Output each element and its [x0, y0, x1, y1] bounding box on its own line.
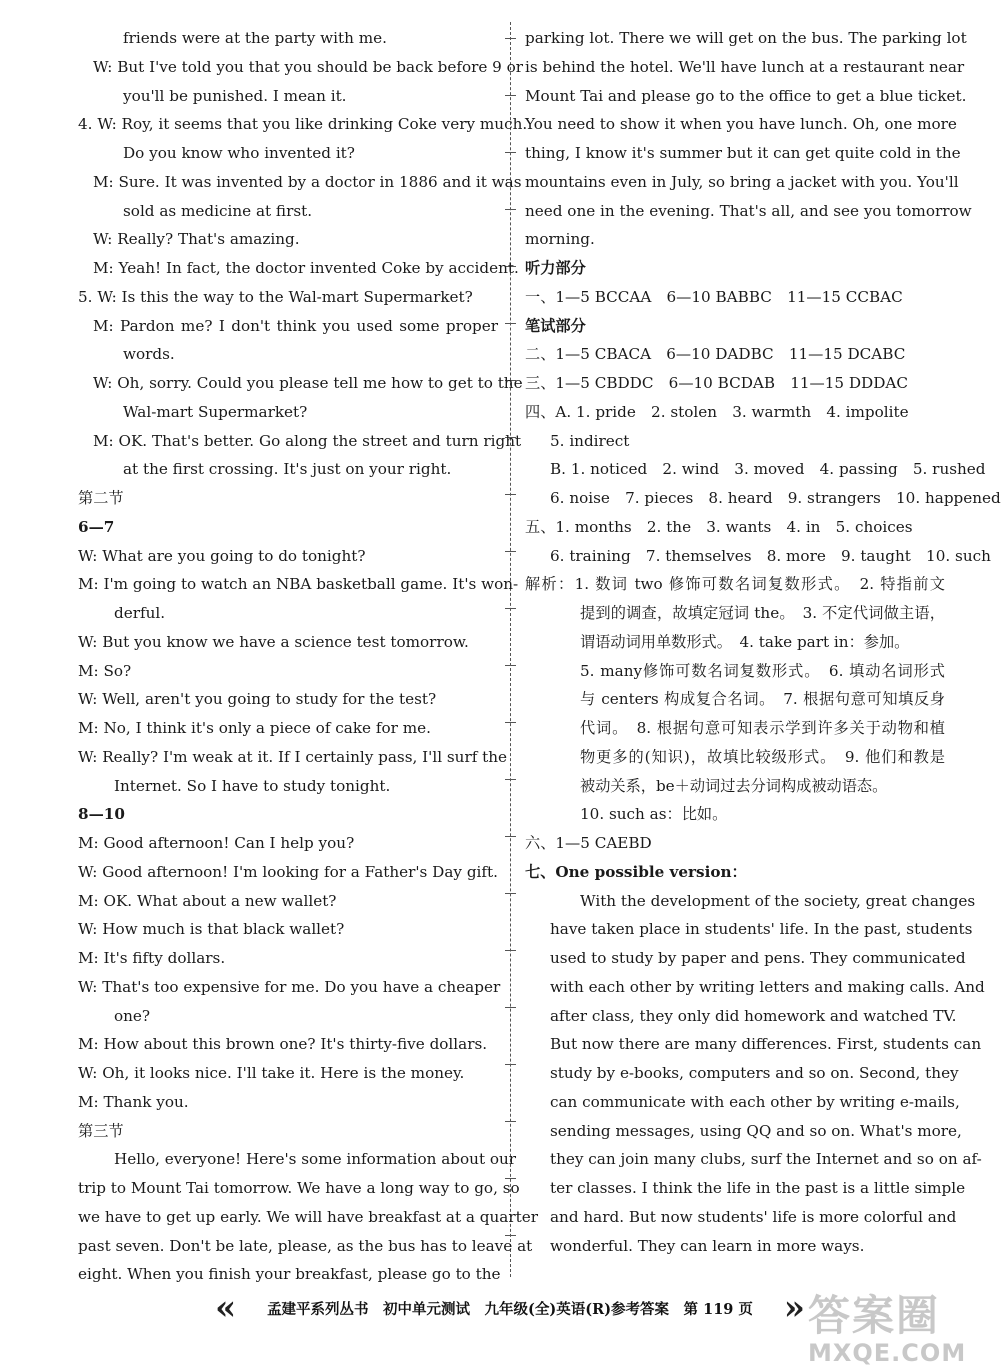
right-text-line: have taken place in students' life. In the past, students — [550, 920, 973, 939]
divider-tick — [505, 551, 516, 552]
left-text-line: trip to Mount Tai tomorrow. We have a long way to go, so — [78, 1179, 520, 1197]
left-text-line: derful. — [114, 604, 166, 622]
right-text-line: 6. training 7. themselves 8. more 9. taught 10. such — [550, 546, 991, 565]
right-text-line: 一、1—5 BCCAA 6—10 BABBC 11—15 CCBAC — [525, 287, 903, 306]
right-text-line: after class, they only did homework and watched TV. — [550, 1006, 957, 1025]
left-text-line: M: Sure. It was invented by a doctor in 1886 and it was — [93, 172, 522, 191]
left-text-line: 第二节 — [78, 489, 124, 507]
left-text-line: Do you know who invented it? — [123, 144, 355, 162]
divider-tick — [505, 1121, 516, 1122]
left-text-line: friends were at the party with me. — [123, 29, 387, 47]
right-text-line: You need to show it when you have lunch. Oh, one more — [525, 115, 957, 134]
divider-tick — [505, 152, 516, 153]
right-text-line: is behind the hotel. We'll have lunch at a restaurant near — [525, 57, 965, 76]
left-text-line: M: OK. That's better. Go along the street and turn right — [93, 431, 522, 450]
right-text-line: But now there are many differences. First, students can — [550, 1035, 982, 1054]
double-chevron-right-icon: » — [783, 1288, 805, 1328]
right-text-line: 四、A. 1. pride 2. stolen 3. warmth 4. impolite — [525, 402, 909, 421]
right-text-line: With the development of the society, great changes — [580, 891, 976, 910]
column-divider — [510, 22, 511, 1277]
right-text-line: ter classes. I think the life in the past is a little simple — [550, 1179, 966, 1197]
divider-tick — [505, 1064, 516, 1065]
divider-tick — [505, 323, 516, 324]
right-text-line: 五、1. months 2. the 3. wants 4. in 5. choices — [525, 517, 913, 536]
left-text-line: M: It's fifty dollars. — [78, 949, 226, 967]
right-text-line: 解析：1. 数词 two 修饰可数名词复数形式。 2. 特指前文 — [525, 575, 945, 594]
right-text-line: mountains even in July, so bring a jacket with you. You'll — [525, 172, 959, 191]
right-text-line: B. 1. noticed 2. wind 3. moved 4. passing 5. rushed — [550, 460, 986, 479]
left-text-line: we have to get up early. We will have breakfast at a quarter — [78, 1207, 538, 1226]
divider-tick — [505, 1235, 516, 1236]
left-text-line: 第三节 — [78, 1121, 124, 1140]
divider-tick — [505, 950, 516, 951]
left-text-line: M: So? — [78, 661, 132, 680]
left-text-line: Internet. So I have to study tonight. — [114, 776, 391, 795]
left-text-line: eight. When you finish your breakfast, please go to the — [78, 1265, 501, 1284]
divider-tick — [505, 836, 516, 837]
left-text-line: Wal-mart Supermarket? — [123, 402, 308, 421]
right-text-line: need one in the evening. That's all, and see you tomorrow — [525, 201, 972, 220]
left-text-line: M: Good afternoon! Can I help you? — [78, 834, 355, 852]
right-text-line: and hard. But now students' life is more colorful and — [550, 1207, 957, 1226]
left-text-line: W: Good afternoon! I'm looking for a Father's Day gift. — [78, 862, 498, 881]
right-text-line: morning. — [525, 230, 595, 249]
left-text-line: past seven. Don't be late, please, as the bus has to leave at — [78, 1236, 533, 1255]
right-text-line: parking lot. There we will get on the bus. The parking lot — [525, 29, 967, 47]
right-text-line: 二、1—5 CBACA 6—10 DADBC 11—15 DCABC — [525, 345, 906, 364]
footer-text: 孟建平系列丛书 初中单元测试 九年级(全)英语(R)参考答案 第 119 页 — [267, 1300, 753, 1318]
right-text-line: 被动关系，be＋动词过去分词构成被动语态。 — [580, 776, 888, 795]
left-text-line: W: Really? That's amazing. — [93, 230, 300, 249]
right-text-line: can communicate with each other by writing e-mails, — [550, 1092, 960, 1111]
double-chevron-left-icon: « — [215, 1288, 237, 1328]
left-text-line: W: How much is that black wallet? — [78, 920, 345, 939]
divider-tick — [505, 494, 516, 495]
right-text-line: wonderful. They can learn in more ways. — [550, 1236, 865, 1255]
left-text-line: W: Really? I'm weak at it. If I certainly pass, I'll surf the — [78, 747, 508, 766]
divider-tick — [505, 779, 516, 780]
right-text-line: 6. noise 7. pieces 8. heard 9. strangers 10. happened — [550, 489, 1001, 507]
left-text-line: M: How about this brown one? It's thirty-five dollars. — [78, 1035, 488, 1054]
watermark-url: MXQE.COM — [808, 1339, 967, 1367]
right-text-line: 六、1—5 CAEBD — [525, 834, 652, 852]
left-text-line: W: Well, aren't you going to study for the test? — [78, 690, 437, 709]
right-text-line: thing, I know it's summer but it can get quite cold in the — [525, 144, 961, 162]
right-text-line: used to study by paper and pens. They communicated — [550, 949, 966, 967]
watermark-logo: 答案圈 — [808, 1291, 941, 1340]
page-footer — [215, 1288, 805, 1328]
left-text-line: W: Oh, it looks nice. I'll take it. Here is the money. — [78, 1064, 465, 1082]
right-text-line: study by e-books, computers and so on. Second, they — [550, 1064, 959, 1082]
right-text-line: 谓语动词用单数形式。 4. take part in：参加。 — [580, 632, 910, 651]
right-text-line: 提到的调查，故填定冠词 the。 3. 不定代词做主语， — [580, 604, 945, 622]
left-text-line: M: I'm going to watch an NBA basketball game. It's won- — [78, 575, 519, 594]
left-text-line: W: But you know we have a science test tomorrow. — [78, 632, 469, 651]
right-column — [525, 24, 1001, 1260]
left-text-line: M: OK. What about a new wallet? — [78, 891, 337, 910]
left-text-line: W: That's too expensive for me. Do you have a cheaper — [78, 977, 501, 996]
right-text-line: 笔试部分 — [525, 316, 586, 335]
right-text-line: 代词。 8. 根据句意可知表示学到许多关于动物和植 — [580, 719, 945, 737]
divider-tick — [505, 1007, 516, 1008]
left-text-line: Hello, everyone! Here's some information about our — [114, 1150, 517, 1169]
divider-tick — [505, 722, 516, 723]
right-text-line: 5. indirect — [550, 431, 630, 450]
left-text-line: W: But I've told you that you should be back before 9 or — [93, 57, 524, 76]
right-text-line: 听力部分 — [525, 259, 586, 277]
right-text-line: Mount Tai and please go to the office to get a blue ticket. — [525, 86, 967, 105]
right-text-line: 与 centers 构成复合名词。 7. 根据句意可知填反身 — [580, 690, 945, 709]
left-text-line: M: Thank you. — [78, 1092, 189, 1111]
divider-tick — [505, 893, 516, 894]
left-text-line: words. — [123, 345, 175, 364]
left-text-line: one? — [114, 1006, 151, 1025]
right-text-line: 七、One possible version： — [525, 862, 747, 881]
left-text-line: 4. W: Roy, it seems that you like drinking Coke very much. — [78, 115, 528, 134]
left-text-line: M: Yeah! In fact, the doctor invented Coke by accident. — [93, 259, 519, 277]
divider-tick — [505, 95, 516, 96]
left-text-line: W: What are you going to do tonight? — [78, 546, 366, 565]
right-text-line: sending messages, using QQ and so on. What's more, — [550, 1121, 962, 1140]
left-text-line: M: Pardon me? I don't think you used some proper — [93, 316, 498, 335]
right-text-line: 物更多的(知识)，故填比较级形式。 9. 他们和教是 — [580, 747, 945, 766]
divider-tick — [505, 209, 516, 210]
left-text-line: at the first crossing. It's just on your right. — [123, 460, 452, 479]
divider-tick — [505, 608, 516, 609]
right-text-line: 三、1—5 CBDDC 6—10 BCDAB 11—15 DDDAC — [525, 374, 909, 392]
right-text-line: they can join many clubs, surf the Internet and so on af- — [550, 1150, 982, 1169]
left-text-line: you'll be punished. I mean it. — [123, 86, 347, 105]
right-text-line: with each other by writing letters and making calls. And — [550, 977, 985, 996]
right-text-line: 5. many修饰可数名词复数形式。 6. 填动名词形式 — [580, 661, 945, 680]
divider-tick — [505, 665, 516, 666]
left-column — [78, 24, 538, 1289]
left-text-line: 8—10 — [78, 805, 125, 824]
right-text-line: 10. such as：比如。 — [580, 805, 728, 824]
left-text-line: W: Oh, sorry. Could you please tell me how to get to the — [93, 374, 523, 392]
left-text-line: 5. W: Is this the way to the Wal-mart Supermarket? — [78, 287, 473, 306]
watermark — [808, 1283, 993, 1365]
left-text-line: M: No, I think it's only a piece of cake for me. — [78, 719, 431, 737]
left-text-line: sold as medicine at first. — [123, 201, 313, 220]
divider-tick — [505, 38, 516, 39]
left-text-line: 6—7 — [78, 517, 115, 536]
